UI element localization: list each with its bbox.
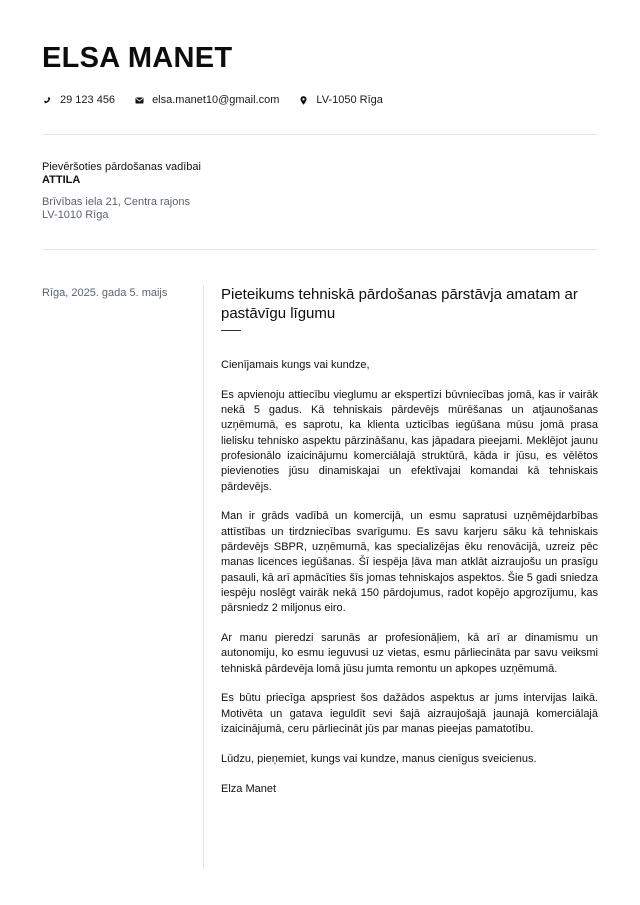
recipient-address-line2: LV-1010 Rīga: [42, 209, 109, 221]
contact-info: [42, 93, 598, 107]
paragraph-2: Man ir grāds vadībā un komercijā, un esmu sapratusi uzņēmējdarbības attīstības un tirdzniecības svarīgumu. Es savu karjeru sāku kā tehniskais pārdevējs SBPR, uzņēmumā, kas specializējas ēku renovācijā, uzreiz pēc manas licences iegūšanas. Šī iespēja ļāva man atklāt aizraujošu un prasīgu pasauli, kā arī apmācīties šīs jomas tehniskajos aspektos. Šie 5 gadi sniedza iespēju noslēgt vairāk nekā 150 pārdojumus, radot kopējo apgrozījumu, kas pārsniedz 2 miljonus eiro.: [221, 510, 598, 615]
location-text: LV-1050 Rīga: [316, 94, 383, 106]
signature: Elza Manet: [221, 782, 277, 795]
contact-location: [298, 94, 382, 106]
sender-name: ELSA MANET: [42, 42, 233, 74]
paragraph-1: Es apvienoju attiecību vieglumu ar ekspertīzi būvniecības jomā, kas ir vairāk nekā 5 gadus. Kā tehniskais pārdevējs mūrēšanas un atjaunošanas uzņēmumā, es saprotu, ka klienta uzticības iegūšana mūsu jomā prasa lielisku tehnisko aspektu pārzināšanu, kas jāpadara pieejami. Meklējot jaunu profesionālo izaicinājumu komerciālajā struktūrā, kāda ir jūsu, es vēlētos pievienoties jūsu dinamiskajai un efektīvajai komandai kā tehniskais pārdevējs.: [221, 388, 598, 493]
recipient-divider: [42, 249, 598, 250]
paragraph-3: Ar manu pieredzi sarunās ar profesionāļiem, kā arī ar dinamismu un autonomiju, ko esmu ieguvusi uz vietas, esmu pārliecināta par savu veiksmi tehniskā pārdevēja lomā jūsu jumta remontu un apkopes uzņēmumā.: [221, 631, 598, 675]
salutation: Cienījamais kungs vai kundze,: [221, 359, 370, 371]
email-address: elsa.manet10@gmail.com: [152, 94, 280, 106]
letter-header: [42, 0, 598, 107]
recipient-company: ATTILA: [42, 174, 81, 186]
subject-underline: [221, 330, 241, 331]
phone-number: 29 123 456: [60, 94, 116, 106]
paragraph-4: Es būtu priecīga apspriest šos dažādos aspektus ar jums intervijas laikā. Motivēta un gatava ieguldīt sevi šajā aizraujošajā jaunajā komerciālajā izaicinājumā, ceru pārliecināt jūs par manas pieejas pamatotību.: [221, 692, 598, 735]
contact-phone: [42, 94, 115, 106]
phone-icon: [42, 95, 52, 105]
mail-icon: [134, 95, 144, 105]
contact-email: [134, 94, 279, 106]
location-pin-icon: [298, 95, 308, 105]
letter-content: [221, 285, 598, 811]
letter-subject: Pieteikums tehniskā pārdošanas pārstāvja amatam ar pastāvīgu līgumu: [221, 286, 578, 322]
recipient-address-line1: Brīvības iela 21, Centra rajons: [42, 196, 190, 208]
letter-body-section: [42, 285, 598, 811]
recipient-attention: Pievēršoties pārdošanas vadībai: [42, 161, 201, 173]
recipient-block: [42, 135, 598, 222]
letter-text: [221, 358, 598, 797]
date-column: [42, 285, 203, 811]
closing: Lūdzu, pieņemiet, kungs vai kundze, manus cienīgus sveicienus.: [221, 752, 537, 765]
vertical-divider: [203, 285, 204, 869]
recipient-address: [42, 196, 598, 222]
letter-date: Rīga, 2025. gada 5. maijs: [42, 287, 168, 299]
